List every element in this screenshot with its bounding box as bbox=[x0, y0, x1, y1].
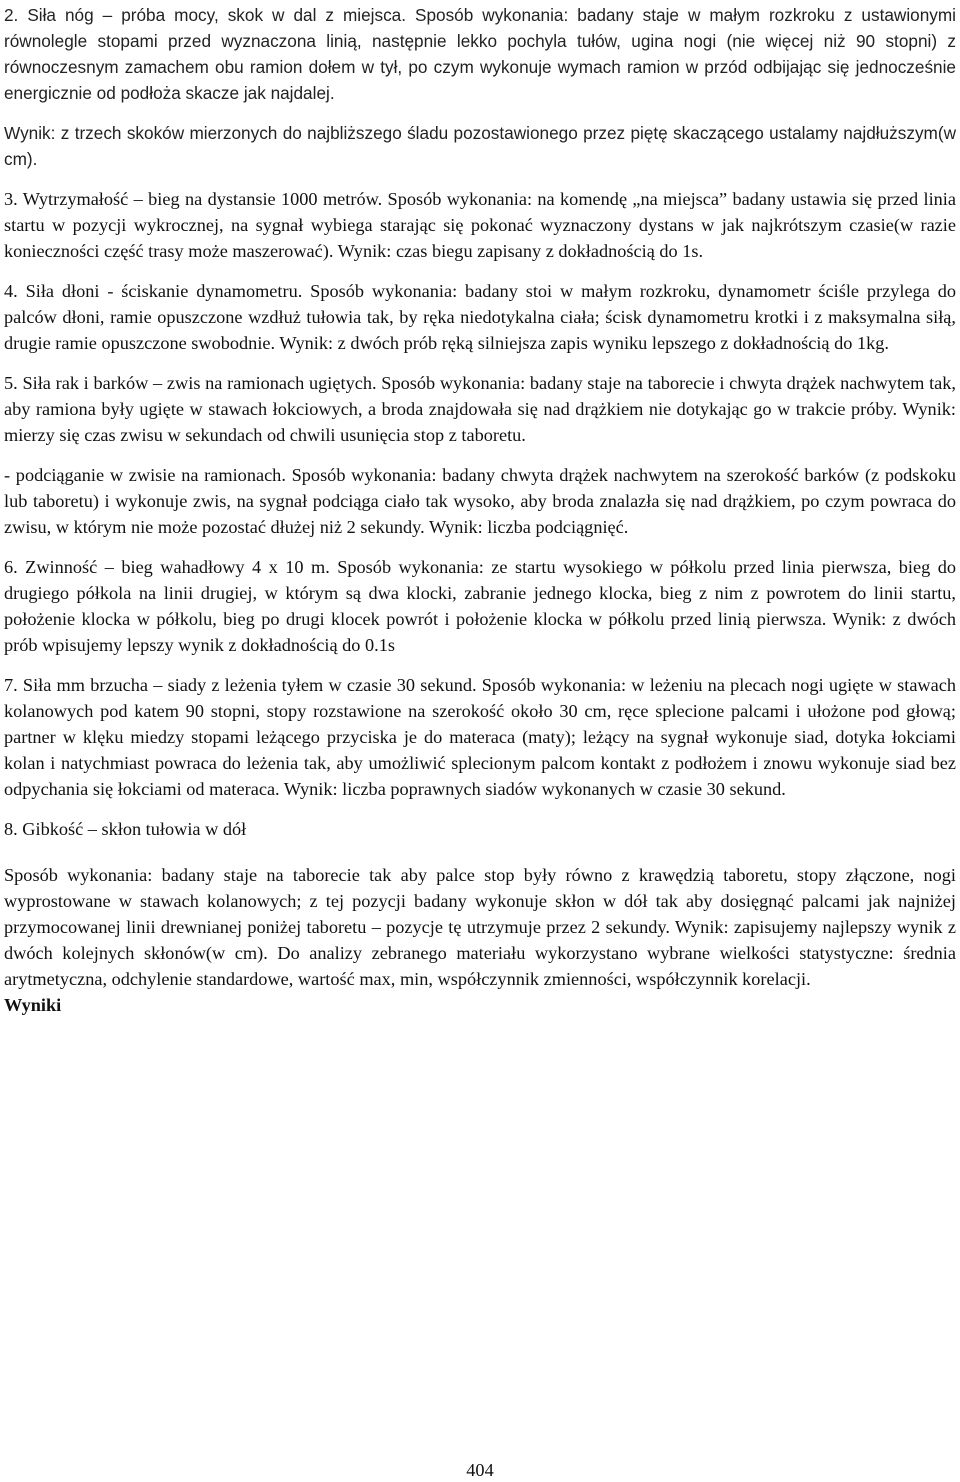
paragraph-long-jump: 2. Siła nóg – próba mocy, skok w dal z miejsca. Sposób wykonania: badany staje w małym rozkroku z ustawionymi równolegle stopami przed wyznaczona linią, następnie lekko pochyla tułów, ugina nogi (nie więcej niż 90 stopni) z równoczesnym zamachem obu ramion dołem w tył, po czym wykonuje wymach ramion w przód odbijając się jednocześnie energicznie od podłoża skacze jak najdalej. bbox=[4, 5, 956, 103]
paragraph-long-jump-result: Wynik: z trzech skoków mierzonych do najbliższego śladu pozostawionego przez piętę skaczącego ustalamy najdłuższym(w cm). bbox=[4, 123, 956, 169]
paragraph-endurance: 3. Wytrzymałość – bieg na dystansie 1000 metrów. Sposób wykonania: na komendę „na miejsca” badany ustawia się przed linia startu w pozycji wykrocznej, na sygnał wybiega starając się pokonać wyznaczony dystans w jak najkrótszym czasie(w razie konieczności część trasy może maszerować). Wynik: czas biegu zapisany z dokładnością do 1s. bbox=[4, 189, 956, 261]
paragraph-bent-arm-hang: 5. Siła rak i barków – zwis na ramionach ugiętych. Sposób wykonania: badany staje na taborecie i chwyta drążek nachwytem tak, aby ramiona były ugięte w stawach łokciowych, a broda znajdowała się nad drążkiem nie dotykając go w trakcie próby. Wynik: mierzy się czas zwisu w sekundach od chwili usunięcia stop z taboretu. bbox=[4, 373, 956, 445]
paragraph-flexibility-title: 8. Gibkość – skłon tułowia w dół bbox=[4, 819, 247, 839]
paragraph-flexibility-method: Sposób wykonania: badany staje na taborecie tak aby palce stop były równo z krawędzią taboretu, stopy złączone, nogi wyprostowane w stawach kolanowych; z tej pozycji badany wykonuje skłon w dół tak aby dosięgnąć palcami jak najniżej przymocowanej linii drewnianej poniżej taboretu – pozycje tę utrzymuje przez 2 sekundy. Wynik: zapisujemy najlepszy wynik z dwóch kolejnych skłonów(w cm). Do analizy zebranego materiału wykorzystano wybrane wielkości statystyczne: średnia arytmetyczna, odchylenie standardowe, wartość max, min, współczynnik zmienności, współczynnik korelacji. bbox=[4, 865, 956, 989]
paragraph-sit-ups: 7. Siła mm brzucha – siady z leżenia tyłem w czasie 30 sekund. Sposób wykonania: w leżeniu na plecach nogi ugięte w stawach kolanowych pod katem 90 stopni, stopy rozstawione na szerokość około 30 cm, ręce splecione palcami i ułożone pod głową; partner w klęku miedzy stopami leżącego przyciska je do materaca (maty); leżący na sygnał wykonuje siad, dotyka łokciami kolan i natychmiast powraca do leżenia tak, aby umożliwić splecionym palcom kontakt z podłożem i znowu wykonuje siad bez odpychania się łokciami od materaca. Wynik: liczba poprawnych siadów wykonanych w czasie 30 sekund. bbox=[4, 675, 956, 799]
paragraph-pull-ups: - podciąganie w zwisie na ramionach. Sposób wykonania: badany chwyta drążek nachwytem na szerokość barków (z podskoku lub taboretu) i wykonuje zwis, na sygnał podciąga ciało tak wysoko, aby broda znalazła się nad drążkiem, po czym powraca do zwisu, w którym nie może pozostać dłużej niż 2 sekundy. Wynik: liczba podciągnięć. bbox=[4, 465, 956, 537]
page-number: 404 bbox=[466, 1460, 494, 1480]
document-page bbox=[4, 2, 956, 1018]
section-heading-results: Wyniki bbox=[4, 995, 62, 1015]
paragraph-agility: 6. Zwinność – bieg wahadłowy 4 x 10 m. Sposób wykonania: ze startu wysokiego w półkolu przed linia pierwsza, bieg do drugiego półkola na linii drugiej, w którym są dwa klocki, zabranie jednego klocka, bieg z nim z powrotem do linii startu, położenie klocka w półkolu, bieg po drugi klocek powrót i położenie klocka w półkolu przed linią pierwsza. Wynik: z dwóch prób wpisujemy lepszy wynik z dokładnością do 0.1s bbox=[4, 557, 956, 655]
paragraph-hand-strength: 4. Siła dłoni - ściskanie dynamometru. Sposób wykonania: badany stoi w małym rozkroku, dynamometr ściśle przylega do palców dłoni, ramie opuszczone wzdłuż tułowia tak, by ręka niedotykalna ciała; ścisk dynamometru krotki i z maksymalna siłą, drugie ramie opuszczone swobodnie. Wynik: z dwóch prób ręką silniejsza zapis wyniku lepszego z dokładnością do 1kg. bbox=[4, 281, 956, 353]
